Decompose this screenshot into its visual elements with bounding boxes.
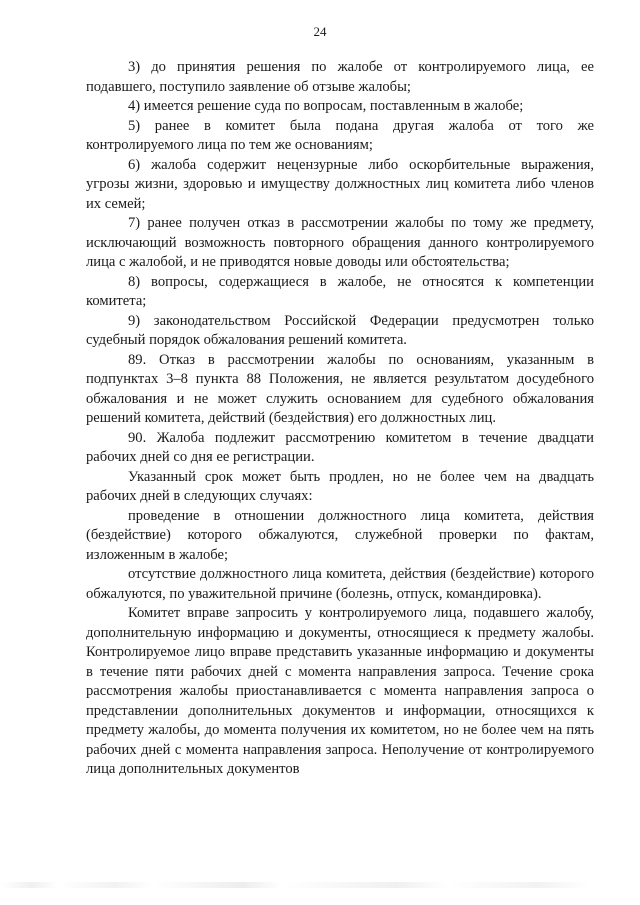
paragraph-subitem-5: 5) ранее в комитет была подана другая жалоба от того же контролируемого лица по тем же основаниям; [86, 117, 594, 153]
page-number: 24 [313, 24, 327, 39]
paragraph-subitem-6: 6) жалоба содержит нецензурные либо оскорбительные выражения, угрозы жизни, здоровью и имуществу должностных лиц комитета либо членов их семей; [86, 156, 594, 212]
paragraph-subitem-4: 4) имеется решение суда по вопросам, поставленным в жалобе; [128, 98, 524, 114]
paragraph-clause-90: 90. Жалоба подлежит рассмотрению комитетом в течение двадцати рабочих дней со дня ее регистрации. [86, 429, 594, 465]
document-body [86, 58, 594, 780]
scan-artifact [0, 882, 640, 888]
paragraph-subitem-9: 9) законодательством Российской Федерации предусмотрен только судебный порядок обжалования решений комитета. [86, 312, 594, 348]
paragraph-subitem-8: 8) вопросы, содержащиеся в жалобе, не относятся к компетенции комитета; [86, 273, 594, 309]
paragraph-subitem-7: 7) ранее получен отказ в рассмотрении жалобы по тому же предмету, исключающий возможность повторного обращения данного контролируемого лица с жалобой, и не приводятся новые доводы или обстоятельства; [86, 215, 594, 270]
paragraph-extension-case-1: проведение в отношении должностного лица комитета, действия (бездействие) которого обжалуются, служебной проверки по фактам, изложенным в жалобе; [86, 507, 594, 563]
paragraph-extension: Указанный срок может быть продлен, но не более чем на двадцать рабочих дней в следующих случаях: [86, 468, 594, 504]
paragraph-clause-89: 89. Отказ в рассмотрении жалобы по основаниям, указанным в подпунктах 3–8 пункта 88 Положения, не является результатом досудебного обжалования и не может служить основанием для судебного обжалования решений комитета, действий (бездействия) его должностных лиц. [86, 351, 594, 426]
paragraph-subitem-3: 3) до принятия решения по жалобе от контролируемого лица, ее подавшего, поступило заявление об отзыве жалобы; [86, 59, 594, 95]
paragraph-extension-case-2: отсутствие должностного лица комитета, действия (бездействие) которого обжалуются, по уважительной причине (болезнь, отпуск, командировка). [86, 566, 594, 602]
paragraph-request-info: Комитет вправе запросить у контролируемого лица, подавшего жалобу, дополнительную информацию и документы, относящиеся к предмету жалобы. Контролируемое лицо вправе представить указанные информацию и документы в течение пяти рабочих дней с момента направления запроса. Течение срока рассмотрения жалобы приостанавливается с момента направления запроса о представлении дополнительных документов и информации, относящихся к предмету жалобы, до момента получения их комитетом, но не более чем на пять рабочих дней с момента направления запроса. Неполучение от контролируемого лица дополнительных документов [86, 605, 594, 777]
